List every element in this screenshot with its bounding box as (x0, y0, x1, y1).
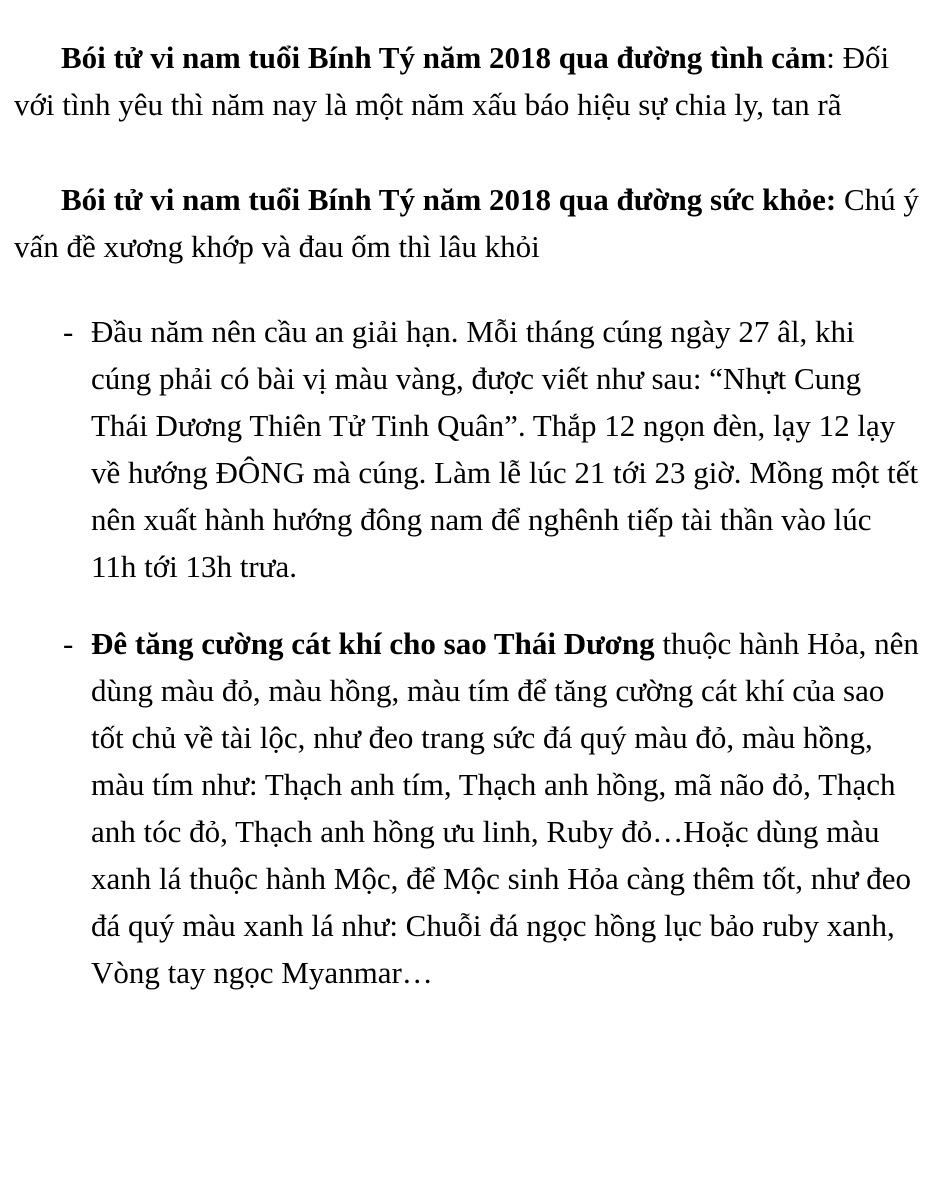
paragraph-health-text: Chú ý vấn đề xương khớp và đau ốm thì lâu khỏi (14, 182, 919, 264)
list-item-gemstones-text (91, 620, 919, 996)
paragraph-love-heading: Bói tử vi nam tuổi Bính Tý năm 2018 qua đường tình cảm (61, 40, 827, 75)
list-item-ritual-body: Đầu năm nên cầu an giải hạn. Mỗi tháng cúng ngày 27 âl, khi cúng phải có bài vị màu vàng, được viết như sau: “Nhựt Cung Thái Dương Thiên Tử Tinh Quân”. Thắp 12 ngọn đèn, lạy 12 lạy về hướng ĐÔNG mà cúng. Làm lễ lúc 21 tới 23 giờ. Mồng một tết nên xuất hành hướng đông nam để nghênh tiếp tài thần vào lúc 11h tới 13h trưa. (91, 314, 919, 584)
list-item-gemstones (63, 620, 919, 996)
paragraph-health-heading: Bói tử vi nam tuổi Bính Tý năm 2018 qua đường sức khỏe: (61, 182, 837, 217)
list-item-ritual-text (91, 308, 919, 590)
list-item-gemstones-body: thuộc hành Hỏa, nên dùng màu đỏ, màu hồng, màu tím để tăng cường cát khí của sao tốt chủ về tài lộc, như đeo trang sức đá quý màu đỏ, màu hồng, màu tím như: Thạch anh tím, Thạch anh hồng, mã não đỏ, Thạch anh tóc đỏ, Thạch anh hồng ưu linh, Ruby đỏ…Hoặc dùng màu xanh lá thuộc hành Mộc, để Mộc sinh Hỏa càng thêm tốt, như đeo đá quý màu xanh lá như: Chuỗi đá ngọc hồng lục bảo ruby xanh, Vòng tay ngọc Myanmar… (91, 626, 919, 990)
bullet-dash: - (63, 314, 74, 349)
paragraph-love-text: : Đối với tình yêu thì năm nay là một năm xấu báo hiệu sự chia ly, tan rã (14, 40, 890, 122)
paragraph-love (14, 34, 919, 128)
paragraph-health (14, 176, 919, 270)
list-item-ritual (63, 308, 919, 590)
bullet-dash: - (63, 626, 74, 661)
list-item-gemstones-bold: Đê tăng cường cát khí cho sao Thái Dương (91, 626, 655, 661)
